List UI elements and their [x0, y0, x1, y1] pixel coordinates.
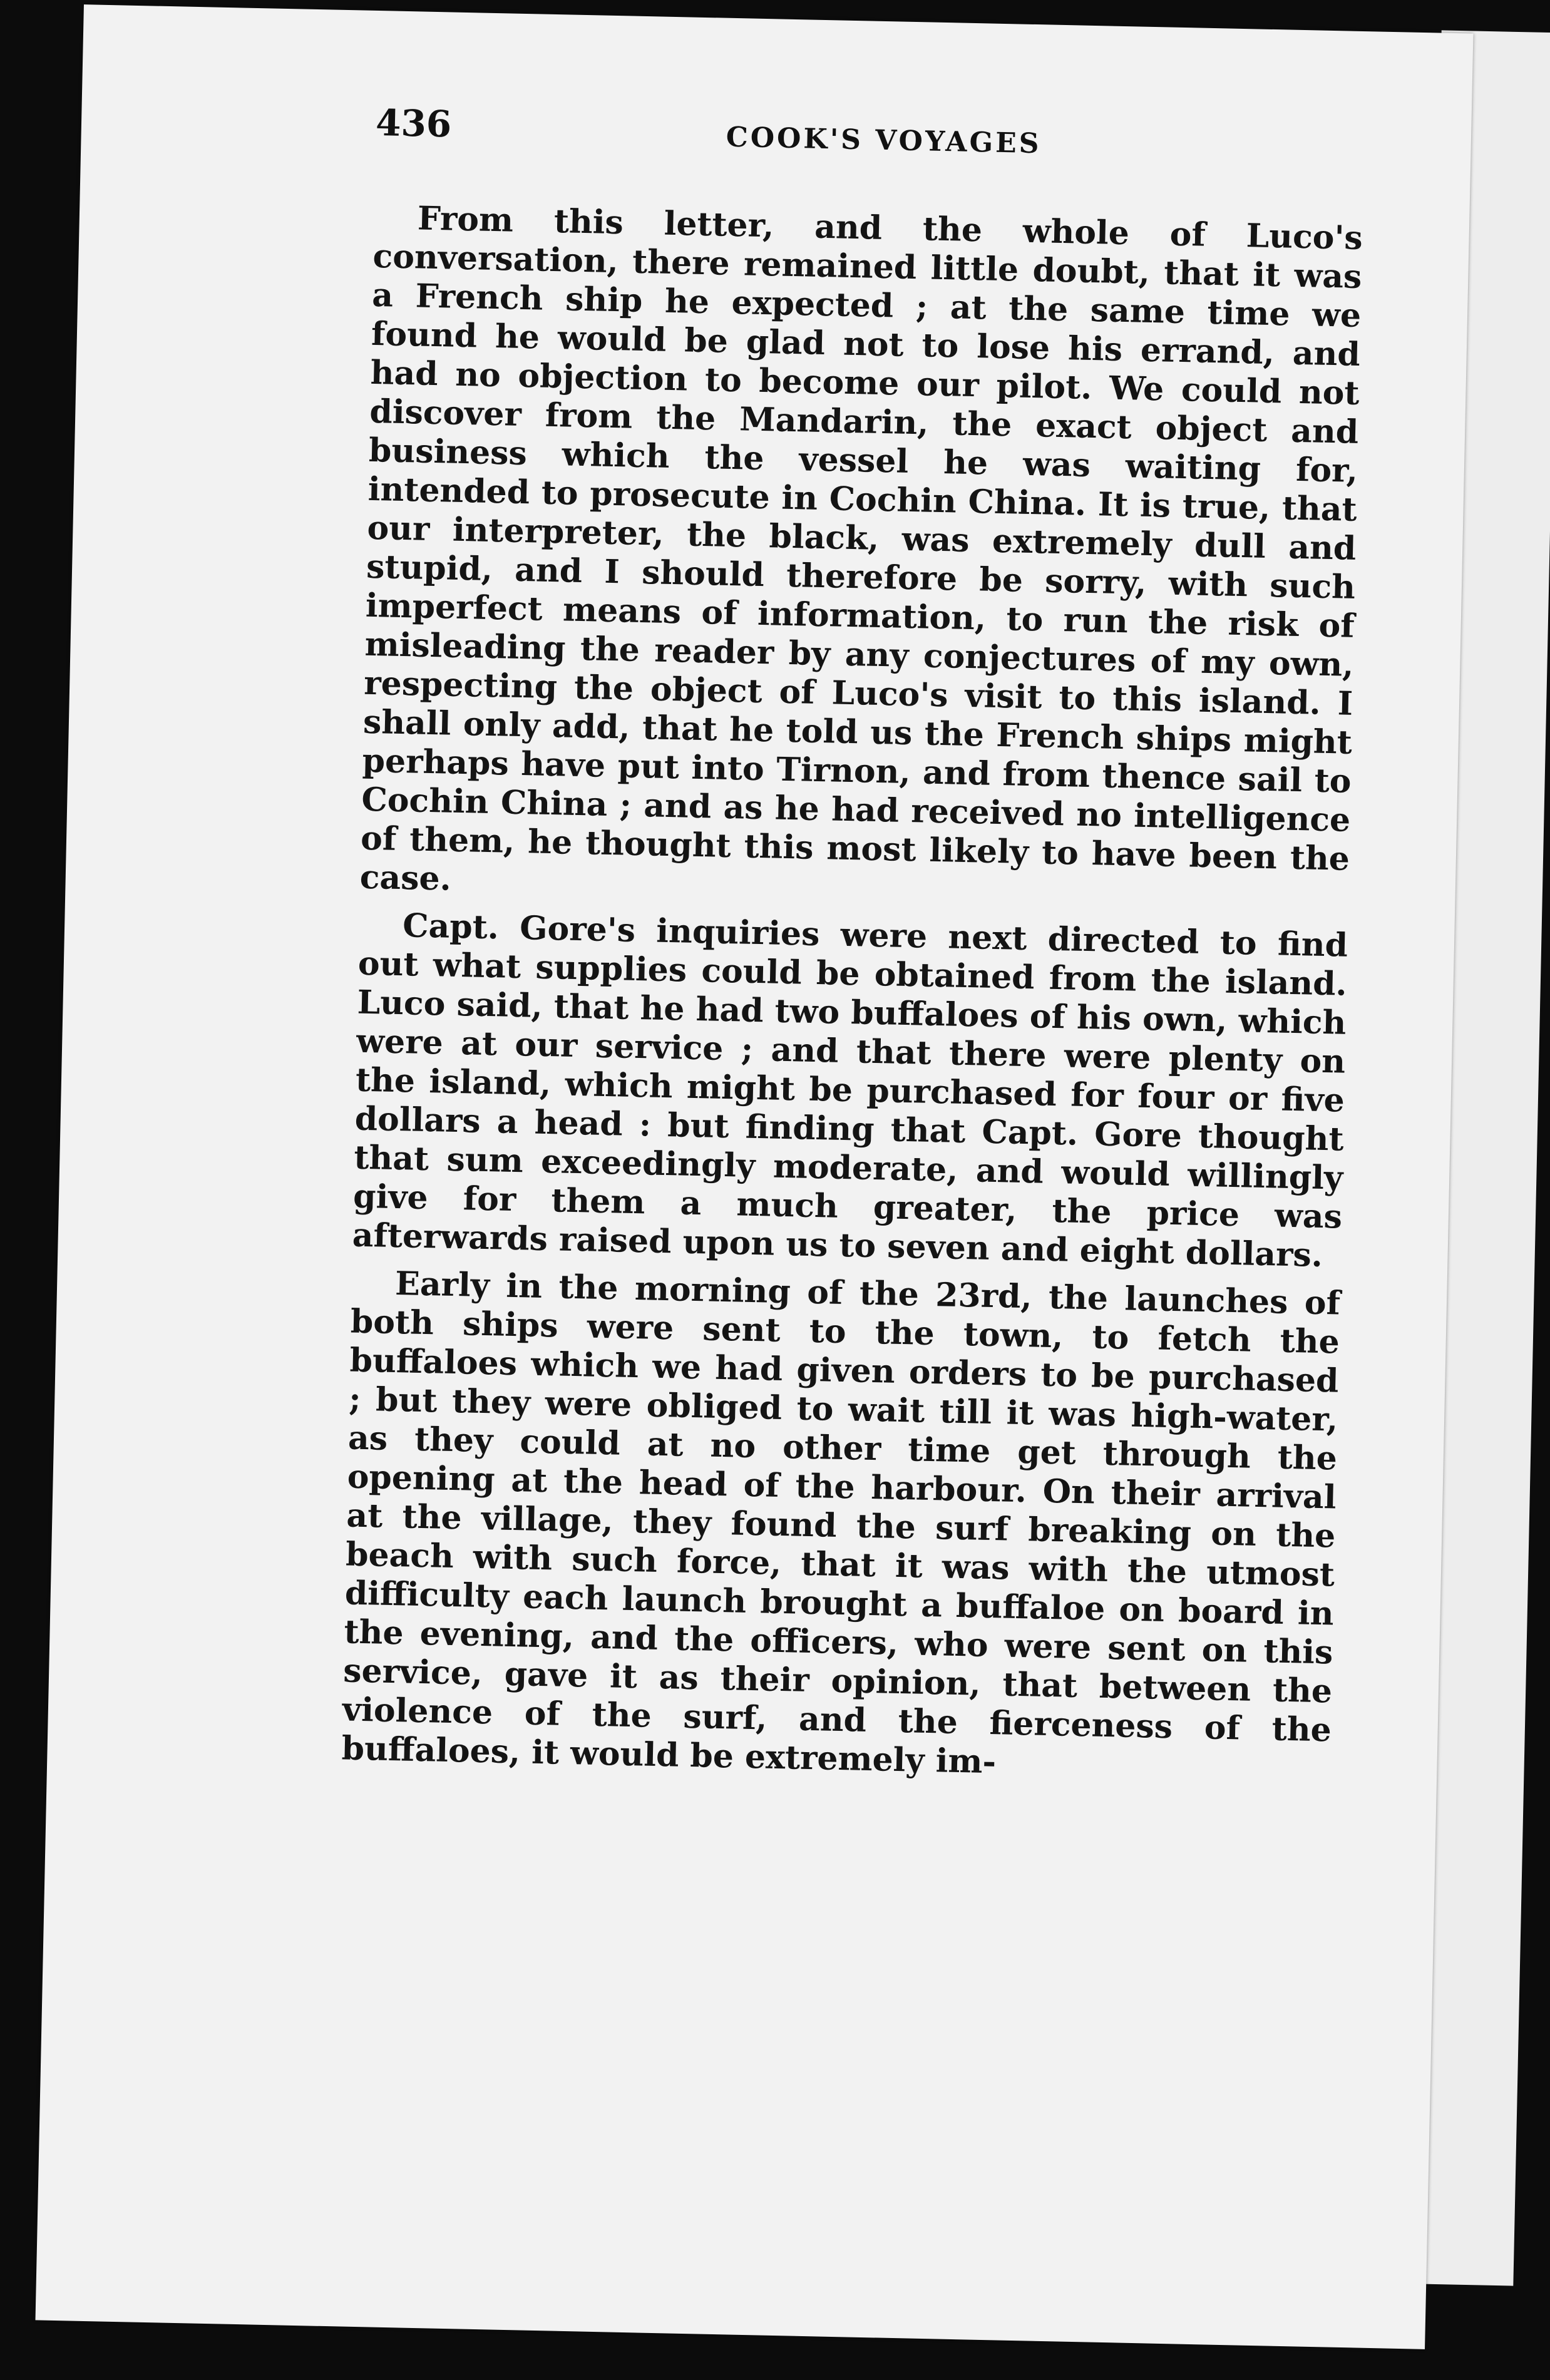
page-header: [375, 101, 1402, 173]
running-head: COOK'S VOYAGES: [726, 121, 1042, 160]
paragraph: From this letter, and the whole of Luco's conversation, there remained little doubt, that it was a French ship he expected ; at the same time we found he would be glad not to lose his errand, and had no objection to become our pilot. We could not discover from the Mandarin, the exact object and business which the vessel he was waiting for, intended to prosecute in Cochin China. It is true, that our interpreter, the black, was extremely dull and stupid, and I should therefore be sorry, with such imperfect means of information, to run the risk of misleading the reader by any conjectures of my own, respecting the object of Luco's visit to this island. I shall only add, that he told us the French ships might perhaps have put into Tirnon, and from thence sail to Cochin China ; and as he had received no intelligence of them, he thought this most likely to have been the case.: [359, 199, 1363, 898]
body-text: [341, 198, 1363, 1789]
paragraph: Early in the morning of the 23rd, the launches of both ships were sent to the town, to fetch the buffaloes which we had given orders to be purchased ; but they were obliged to wait till it was high-water, as they could at no other time get through the opening at the head of the harbour. On their arrival at the village, they found the surf breaking on the beach with such force, that it was with the utmost difficulty each launch brought a buffaloe on board in the evening, and the officers, who were sent on this service, gave it as their opinion, that between the violence of the surf, and the fierceness of the buffaloes, it would be extremely im-: [341, 1264, 1341, 1782]
page-number: 436: [375, 101, 452, 146]
paragraph: Capt. Gore's inquiries were next directed to find out what supplies could be obtained from the island. Luco said, that he had two buffaloes of his own, which were at our service ; and that there were plenty on the island, which might be purchased for four or five dollars a head : but finding that Capt. Gore thought that sum exceedingly moderate, and would willingly give for them a much greater, the price was afterwards raised upon us to seven and eight dollars.: [352, 906, 1348, 1275]
book-page: [35, 4, 1473, 2349]
